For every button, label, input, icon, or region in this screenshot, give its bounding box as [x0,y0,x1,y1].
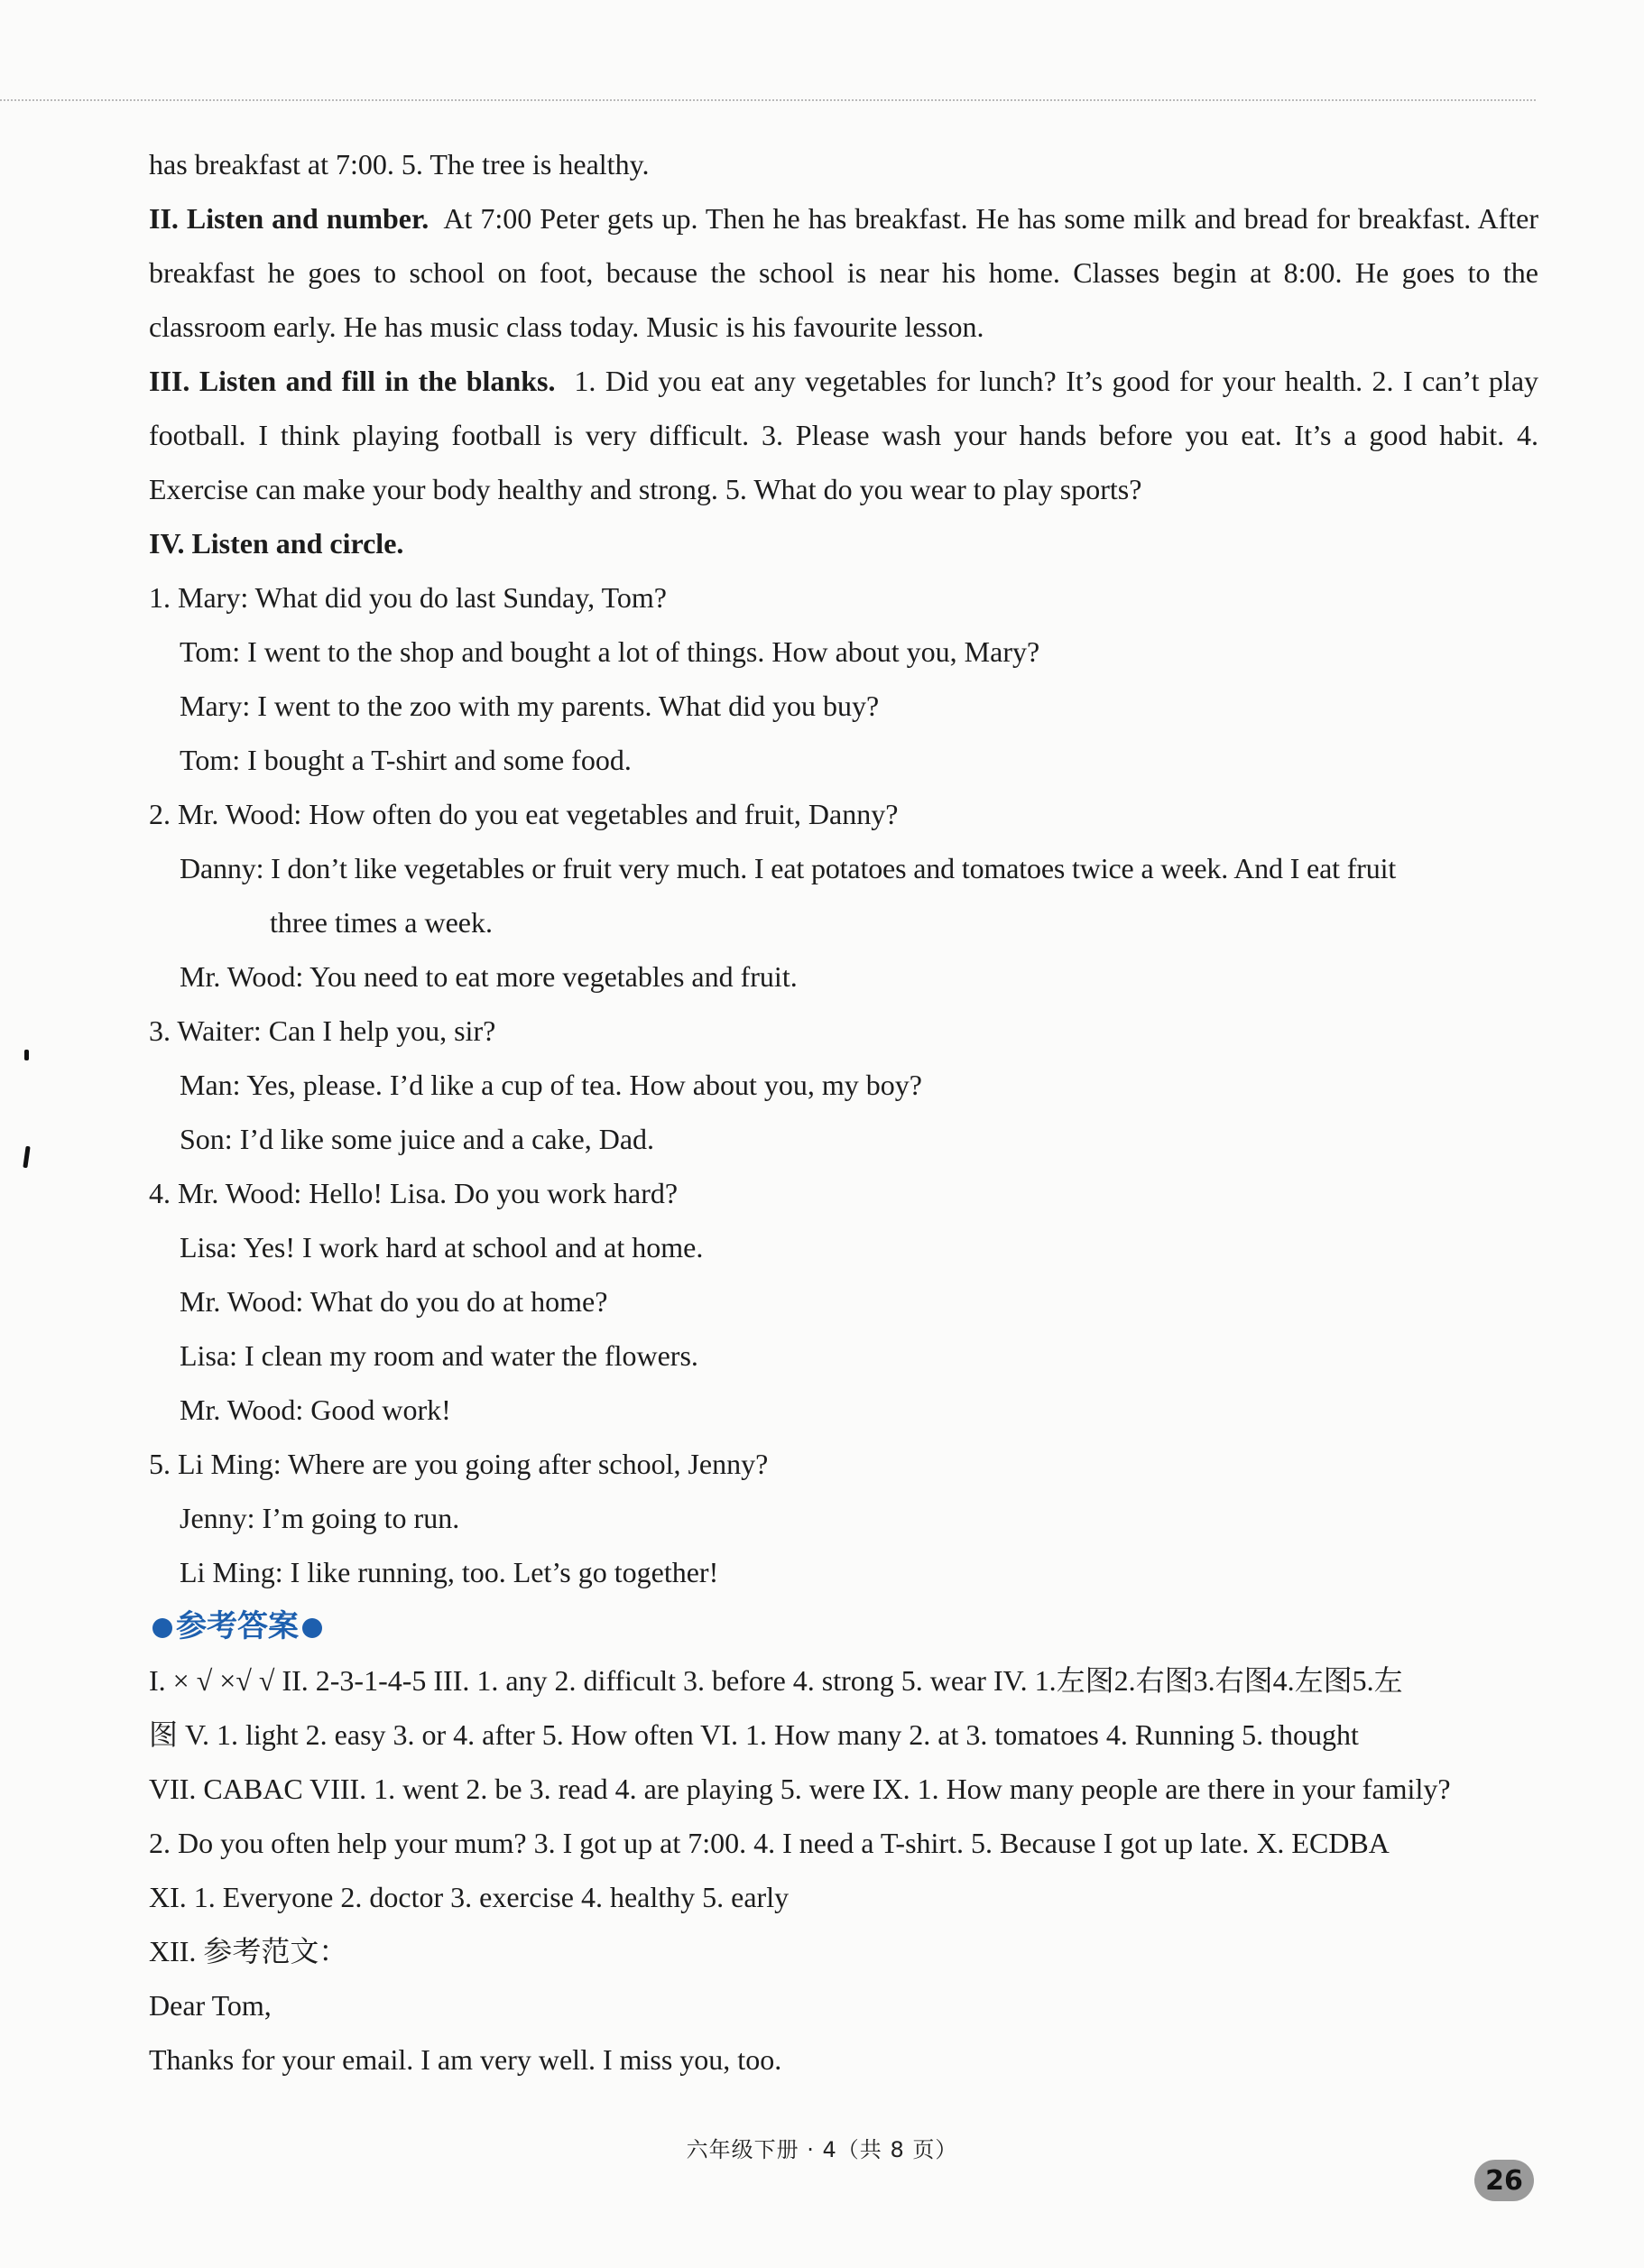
top-dotted-rule [0,99,1536,101]
section-heading: II. Listen and number. [149,202,429,235]
answer-line: VII. CABAC VIII. 1. went 2. be 3. read 4. are playing 5. were IX. 1. How many people are there in your family? [149,1773,1451,1805]
dialogue-4 [149,1166,1538,1437]
dialogue-line: 5. Li Ming: Where are you going after school, Jenny? [149,1448,769,1480]
intro-line: has breakfast at 7:00. 5. The tree is healthy. [149,148,650,181]
dialogue-line: Lisa: I clean my room and water the flowers. [180,1339,698,1372]
dialogue-line: Mr. Wood: Good work! [180,1393,451,1426]
section-heading: III. Listen and fill in the blanks. [149,365,556,397]
answer-line: XI. 1. Everyone 2. doctor 3. exercise 4. healthy 5. early [149,1881,790,1913]
answer-line: I. × √ ×√ √ II. 2-3-1-4-5 III. 1. any 2. difficult 3. before 4. strong 5. wear IV. 1.左图2.右图3.右图4.左图5.左 [149,1664,1403,1697]
dialogue-line: Jenny: I’m going to run. [180,1502,460,1534]
section-listen-and-number [149,191,1538,354]
dialogue-line: Mary: I went to the zoo with my parents. What did you buy? [180,690,880,722]
section-text: At 7:00 Peter gets up. Then he has breakfast. He has some milk and bread for breakfast. After breakfast he goes to school on foot, because the school is near his home. Classes begin at 8:00. He goes to the classroom early. He has music class today. Music is his favourite lesson. [149,202,1539,343]
dialogue-line: 1. Mary: What did you do last Sunday, Tom? [149,581,667,614]
bullet-icon [152,1618,172,1638]
dialogue-line: Son: I’d like some juice and a cake, Dad. [180,1123,655,1155]
dialogue-line: 4. Mr. Wood: Hello! Lisa. Do you work hard? [149,1177,679,1209]
section-fill-blanks [149,354,1538,516]
page-footer: 六年级下册 · 4（共 8 页） [686,2137,958,2162]
dialogue-line: Tom: I bought a T-shirt and some food. [180,744,632,776]
dialogue-line: Li Ming: I like running, too. Let’s go together! [180,1556,719,1588]
answer-key [149,1653,1538,2087]
answer-line: XII. 参考范文： [149,1935,348,1967]
answer-line: 2. Do you often help your mum? 3. I got up at 7:00. 4. I need a T-shirt. 5. Because I got up late. X. ECDBA [149,1827,1390,1859]
dialogue-line: three times a week. [270,906,493,939]
section-text: 1. Did you eat any vegetables for lunch? It’s good for your health. 2. I can’t play football. I think playing football is very difficult. 3. Please wash your hands before you eat. It’s a good habit. 4. Exercise can make your body healthy and strong. 5. What do you wear to play sports? [149,365,1539,505]
dialogue-line: Lisa: Yes! I work hard at school and at home. [180,1231,704,1264]
answer-line: Thanks for your email. I am very well. I miss you, too. [149,2043,782,2076]
dialogue-3 [149,1004,1538,1166]
page-number-badge: 26 [1474,2160,1534,2201]
scan-mark [23,1146,30,1168]
answer-line: Dear Tom, [149,1989,272,2022]
dialogue-line: Danny: I don’t like vegetables or fruit very much. I eat potatoes and tomatoes twice a week. And I eat fruit [180,852,1397,884]
dialogue-1 [149,570,1538,787]
dialogue-line: Mr. Wood: You need to eat more vegetables and fruit. [180,960,798,993]
page-content [149,137,1538,2087]
dialogue-5 [149,1437,1538,1599]
answer-line: 图 V. 1. light 2. easy 3. or 4. after 5. How often VI. 1. How many 2. at 3. tomatoes 4. Running 5. thought [149,1718,1359,1751]
dialogue-line: 2. Mr. Wood: How often do you eat vegetables and fruit, Danny? [149,798,899,830]
section-heading: IV. Listen and circle. [149,527,404,560]
answer-key-heading: 参考答案 [149,1599,1538,1653]
dialogue-2 [149,787,1538,1004]
scan-mark [24,1050,29,1060]
dialogue-line: Tom: I went to the shop and bought a lot of things. How about you, Mary? [180,635,1040,668]
bullet-icon [302,1618,322,1638]
dialogue-line: Mr. Wood: What do you do at home? [180,1285,608,1318]
dialogue-line: Man: Yes, please. I’d like a cup of tea. How about you, my boy? [180,1069,922,1101]
dialogue-line: 3. Waiter: Can I help you, sir? [149,1014,496,1047]
